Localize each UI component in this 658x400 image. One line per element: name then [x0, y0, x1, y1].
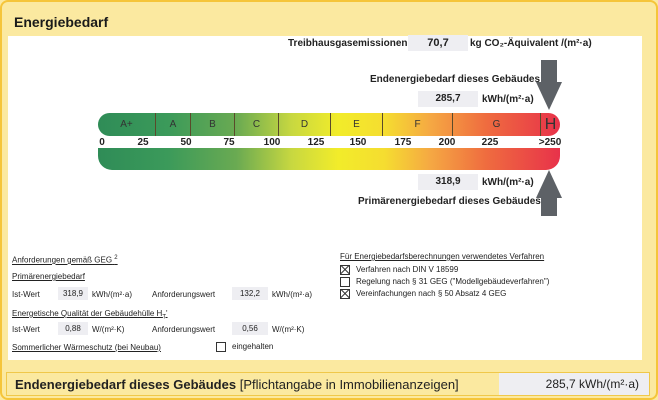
procedure-simplified-checkbox[interactable] — [340, 289, 350, 299]
requirements-title — [12, 255, 118, 265]
procedure-item-din[interactable] — [340, 265, 458, 275]
footer-value: 285,7 kWh/(m²·a) — [499, 373, 649, 395]
tick-225: 225 — [481, 137, 499, 148]
class-h: H — [544, 115, 557, 133]
primary-req-unit: kWh/(m²·a) — [272, 290, 312, 299]
procedure-din-label: Verfahren nach DIN V 18599 — [356, 265, 459, 275]
footer-title — [15, 377, 459, 392]
envelope-title-sup: ' — [166, 309, 168, 318]
class-a-plus: A+ — [98, 113, 156, 136]
requirements-footnote: 2 — [114, 255, 118, 261]
primary-req-label: Anforderungswert — [152, 290, 216, 299]
procedure-simplified-label: Vereinfachungen nach § 50 Absatz 4 GEG — [356, 289, 507, 299]
envelope-title-sub: T — [162, 314, 166, 321]
primaerenergie-label: Primärenergiebedarf dieses Gebäudes — [358, 196, 541, 207]
primary-requirements-title: Primärenergiebedarf — [12, 272, 85, 281]
procedure-model-label: Regelung nach § 31 GEG ("Modellgebäudeverfahren") — [356, 277, 550, 287]
procedure-item-simplified[interactable] — [340, 289, 506, 299]
tick-75: 75 — [223, 137, 235, 148]
emissions-value: 70,7 — [408, 35, 468, 51]
procedure-din-checkbox[interactable] — [340, 265, 350, 275]
endenergie-label: Endenergiebedarf dieses Gebäudes — [370, 74, 541, 85]
summer-protection-checkbox[interactable] — [216, 342, 226, 352]
tick-125: 125 — [307, 137, 325, 148]
footer-summary — [6, 372, 650, 396]
envelope-req-unit: W/(m²·K) — [272, 325, 305, 334]
class-c: C — [235, 113, 279, 136]
envelope-req-label: Anforderungswert — [152, 325, 216, 334]
class-d: D — [279, 113, 331, 136]
primaerenergie-unit: kWh/(m²·a) — [482, 177, 534, 188]
tick-0: 0 — [99, 137, 105, 148]
class-a: A — [156, 113, 191, 136]
tick-25: 25 — [137, 137, 149, 148]
envelope-title-text: Energetische Qualität der Gebäudehülle H — [12, 309, 163, 318]
primary-ist-unit: kWh/(m²·a) — [92, 290, 132, 299]
envelope-req-value: 0,56 — [232, 322, 268, 335]
envelope-ist-unit: W/(m²·K) — [92, 325, 125, 334]
tick-250-plus: >250 — [538, 137, 562, 148]
primary-ist-value: 318,9 — [58, 287, 88, 300]
procedure-item-model[interactable] — [340, 277, 549, 287]
tick-100: 100 — [263, 137, 281, 148]
class-g: G — [453, 113, 541, 136]
primary-req-value: 132,2 — [232, 287, 268, 300]
class-e: E — [331, 113, 383, 136]
envelope-title — [12, 309, 168, 321]
emissions-label: Treibhausgasemissionen — [288, 38, 408, 49]
procedures-title: Für Energiebedarfsberechnungen verwendetes Verfahren — [340, 252, 545, 261]
section-title: Energiebedarf — [14, 14, 109, 30]
endenergie-value: 285,7 — [418, 91, 478, 107]
tick-175: 175 — [394, 137, 412, 148]
primaerenergie-value: 318,9 — [418, 174, 478, 190]
summer-protection-title: Sommerlicher Wärmeschutz (bei Neubau) — [12, 343, 161, 352]
emissions-unit: kg CO₂-Äquivalent /(m²·a) — [470, 38, 592, 49]
envelope-ist-value: 0,88 — [58, 322, 88, 335]
endenergie-unit: kWh/(m²·a) — [482, 94, 534, 105]
summer-protection-checkbox-label: eingehalten — [232, 342, 274, 352]
class-b: B — [191, 113, 235, 136]
procedure-model-checkbox[interactable] — [340, 277, 350, 287]
energy-class-scale — [98, 113, 560, 136]
footer-title-text: Endenergiebedarf dieses Gebäudes — [15, 377, 237, 392]
primary-ist-label: Ist-Wert — [12, 290, 40, 299]
tick-50: 50 — [180, 137, 192, 148]
class-f: F — [383, 113, 453, 136]
summer-protection-checkbox-row[interactable] — [216, 342, 273, 352]
energy-gradient-bar — [98, 148, 560, 170]
tick-150: 150 — [349, 137, 367, 148]
footer-subtitle: [Pflichtangabe in Immobilienanzeigen] — [239, 377, 459, 392]
tick-200: 200 — [438, 137, 456, 148]
requirements-title-text: Anforderungen gemäß GEG — [12, 255, 113, 265]
envelope-ist-label: Ist-Wert — [12, 325, 40, 334]
